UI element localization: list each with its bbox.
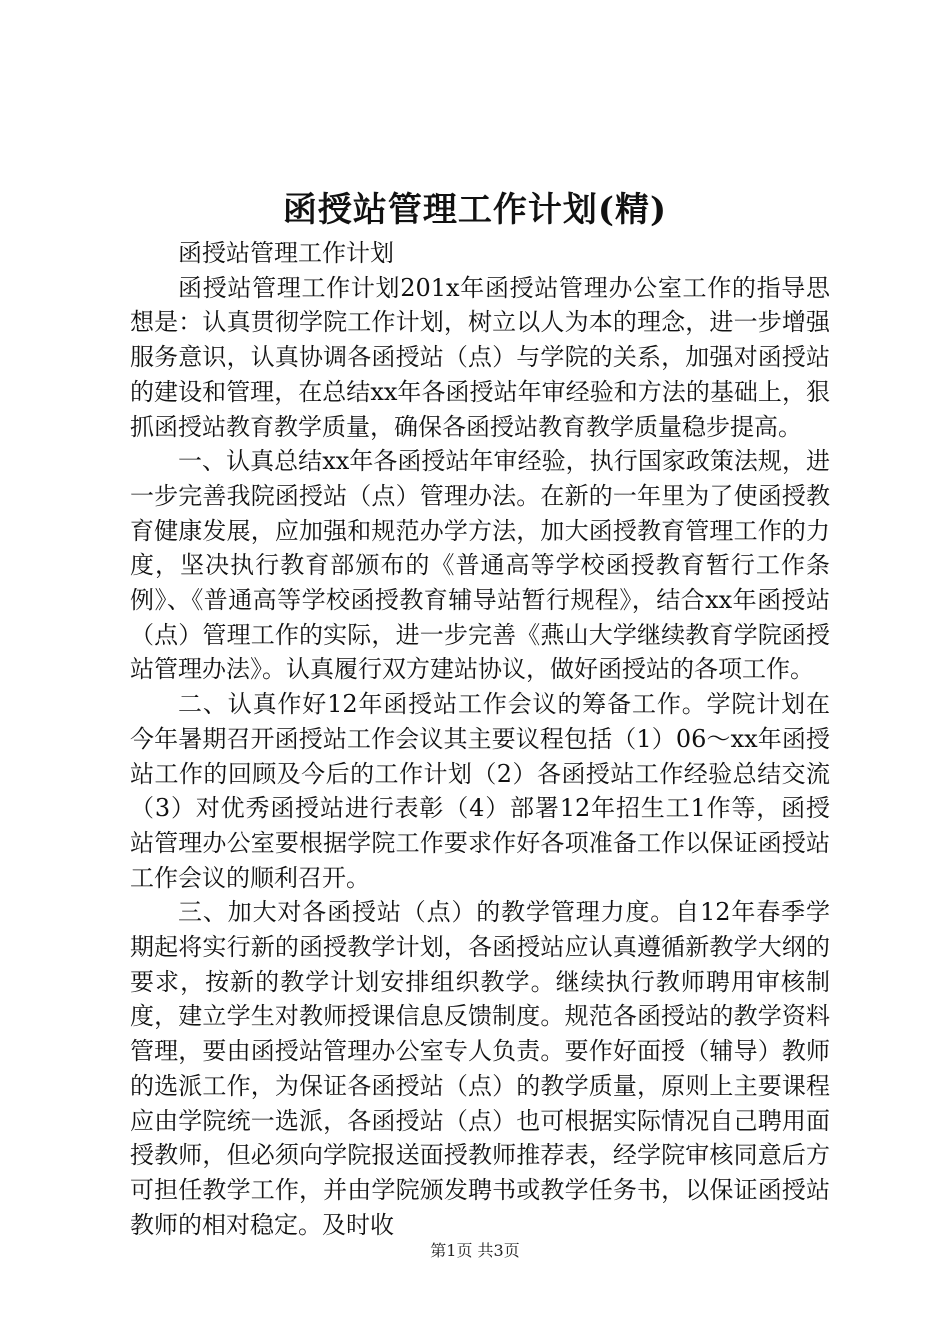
- page-footer: 第1页 共3页: [430, 1241, 520, 1260]
- paragraph-section-2: 二、认真作好12年函授站工作会议的筹备工作。学院计划在今年暑期召开函授站工作会议其主要议程包括（1）06～xx年函授站工作的回顾及今后的工作计划（2）各函授站工作经验总结交流（3）对优秀函授站进行表彰（4）部署12年招生工1作等，函授站管理办公室要根据学院工作要求作好各项准备工作以保证函授站工作会议的顺利召开。: [130, 690, 830, 892]
- paragraph-guiding-ideology: 函授站管理工作计划201x年函授站管理办公室工作的指导思想是：认真贯彻学院工作计划，树立以人为本的理念，进一步增强服务意识，认真协调各函授站（点）与学院的关系，加强对函授站的建设和管理，在总结xx年各函授站年审经验和方法的基础上，狠抓函授站教育教学质量，确保各函授站教育教学质量稳步提高。: [130, 273, 830, 441]
- paragraph-section-1: 一、认真总结xx年各函授站年审经验，执行国家政策法规，进一步完善我院函授站（点）管理办法。在新的一年里为了使函授教育健康发展，应加强和规范办学方法，加大函授教育管理工作的力度，坚决执行教育部颁布的《普通高等学校函授教育暂行工作条例》、《普通高等学校函授教育辅导站暂行规程》，结合xx年函授站（点）管理工作的实际，进一步完善《燕山大学继续教育学院函授站管理办法》。认真履行双方建站协议，做好函授站的各项工作。: [130, 447, 830, 684]
- document-body: [130, 236, 830, 1242]
- document-title: 函授站管理工作计划(精): [282, 190, 668, 230]
- paragraph-section-3: 三、加大对各函授站（点）的教学管理力度。自12年春季学期起将实行新的函授教学计划，各函授站应认真遵循新教学大纲的要求，按新的教学计划安排组织教学。继续执行教师聘用审核制度，建立学生对教师授课信息反馈制度。规范各函授站的教学资料管理，要由函授站管理办公室专人负责。要作好面授（辅导）教师的选派工作，为保证各函授站（点）的教学质量，原则上主要课程应由学院统一选派，各函授站（点）也可根据实际情况自己聘用面授教师，但必须向学院报送面授教师推荐表，经学院审核同意后方可担任教学工作，并由学院颁发聘书或教学任务书，以保证函授站教师的相对稳定。及时收: [130, 898, 830, 1239]
- paragraph-subtitle: 函授站管理工作计划: [178, 239, 394, 267]
